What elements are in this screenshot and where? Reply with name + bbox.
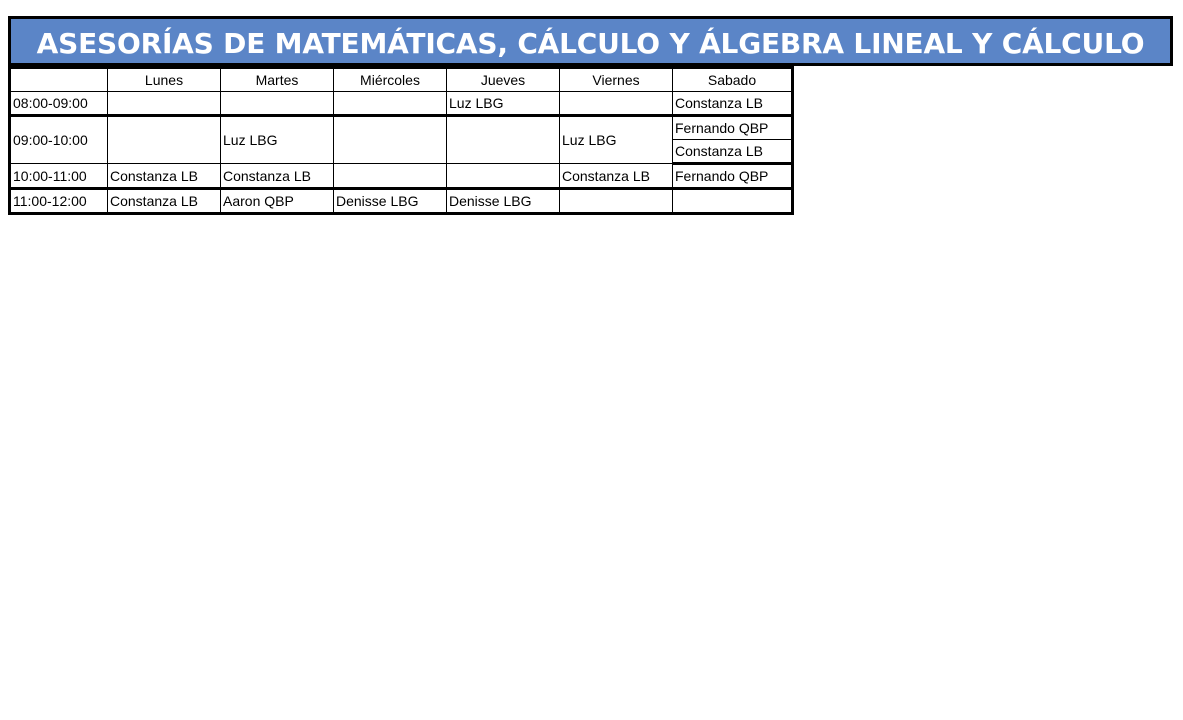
time-slot-cell: 09:00-10:00 (10, 116, 108, 164)
schedule-cell (334, 116, 447, 164)
schedule-cell: Luz LBG (560, 116, 673, 164)
time-slot-cell: 11:00-12:00 (10, 189, 108, 214)
schedule-cell: Fernando QBP (673, 116, 793, 140)
schedule-table (8, 66, 794, 215)
schedule-cell (673, 189, 793, 214)
schedule-cell: Denisse LBG (447, 189, 560, 214)
schedule-cell (560, 189, 673, 214)
schedule-cell: Constanza LB (560, 164, 673, 189)
schedule-cell: Constanza LB (673, 140, 793, 164)
schedule-cell: Constanza LB (221, 164, 334, 189)
schedule-cell (447, 164, 560, 189)
schedule-header-row (10, 68, 793, 92)
day-header-jueves: Jueves (447, 68, 560, 92)
schedule-cell (447, 116, 560, 164)
schedule-cell (334, 92, 447, 116)
table-row (10, 164, 793, 189)
schedule-cell: Fernando QBP (673, 164, 793, 189)
table-row (10, 92, 793, 116)
day-header-lunes: Lunes (108, 68, 221, 92)
schedule-cell: Constanza LB (108, 189, 221, 214)
schedule-cell: Constanza LB (108, 164, 221, 189)
schedule-cell (108, 116, 221, 164)
header-corner-cell (10, 68, 108, 92)
schedule-cell: Luz LBG (447, 92, 560, 116)
day-header-viernes: Viernes (560, 68, 673, 92)
table-row (10, 189, 793, 214)
page-title: ASESORÍAS DE MATEMÁTICAS, CÁLCULO Y ÁLGEBRA LINEAL Y CÁLCULO (8, 16, 1173, 66)
schedule-cell: Denisse LBG (334, 189, 447, 214)
day-header-miércoles: Miércoles (334, 68, 447, 92)
schedule-cell: Constanza LB (673, 92, 793, 116)
time-slot-cell: 10:00-11:00 (10, 164, 108, 189)
schedule-cell (334, 164, 447, 189)
schedule-cell (560, 92, 673, 116)
schedule-cell: Luz LBG (221, 116, 334, 164)
schedule-cell (108, 92, 221, 116)
schedule-cell: Aaron QBP (221, 189, 334, 214)
time-slot-cell: 08:00-09:00 (10, 92, 108, 116)
day-header-martes: Martes (221, 68, 334, 92)
day-header-sabado: Sabado (673, 68, 793, 92)
table-row (10, 116, 793, 140)
schedule-cell (221, 92, 334, 116)
